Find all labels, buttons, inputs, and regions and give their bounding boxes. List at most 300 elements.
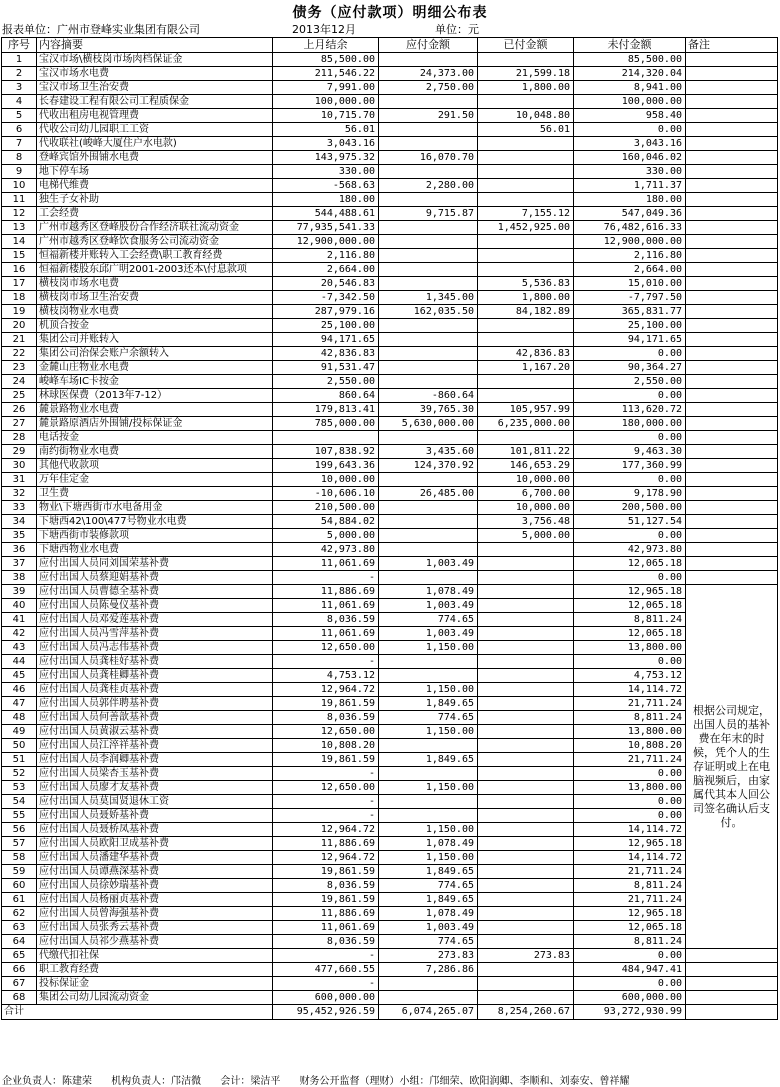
- row-payable: [379, 431, 478, 445]
- table-row: [2, 487, 778, 501]
- row-desc: 应付出国人员龚桂卿基补费: [37, 669, 273, 683]
- row-desc: 代收公司幼儿园职工工资: [37, 123, 273, 137]
- row-remark: [686, 249, 778, 263]
- row-payable: 124,370.92: [379, 459, 478, 473]
- row-payable: 774.65: [379, 711, 478, 725]
- row-paid: [478, 697, 574, 711]
- row-prev: 179,813.41: [273, 403, 379, 417]
- table-row: [2, 837, 778, 851]
- row-payable: -860.64: [379, 389, 478, 403]
- row-unpaid: 76,482,616.33: [574, 221, 686, 235]
- row-desc: 应付出国人员欧阳卫成基补费: [37, 837, 273, 851]
- row-paid: [478, 375, 574, 389]
- row-remark: [686, 347, 778, 361]
- row-remark: [686, 949, 778, 963]
- row-payable: [379, 543, 478, 557]
- table-row: [2, 907, 778, 921]
- row-paid: [478, 851, 574, 865]
- row-desc: 万年佳定金: [37, 473, 273, 487]
- row-payable: [379, 347, 478, 361]
- row-payable: [379, 375, 478, 389]
- row-desc: 工会经费: [37, 207, 273, 221]
- row-desc: 长春建设工程有限公司工程质保金: [37, 95, 273, 109]
- row-desc: 应付出国人员陈曼仪基补费: [37, 599, 273, 613]
- row-unpaid: 0.00: [574, 529, 686, 543]
- row-unpaid: 12,965.18: [574, 585, 686, 599]
- header-remark: 备注: [686, 38, 778, 53]
- row-payable: 39,765.30: [379, 403, 478, 417]
- row-prev: 12,964.72: [273, 851, 379, 865]
- row-payable: 2,750.00: [379, 81, 478, 95]
- row-paid: 21,599.18: [478, 67, 574, 81]
- row-unpaid: 160,046.02: [574, 151, 686, 165]
- table-row: [2, 361, 778, 375]
- row-no: 47: [2, 697, 37, 711]
- row-unpaid: 0.00: [574, 431, 686, 445]
- row-no: 15: [2, 249, 37, 263]
- row-payable: [379, 249, 478, 263]
- row-desc: 集团公司治保会账户余额转入: [37, 347, 273, 361]
- row-prev: 785,000.00: [273, 417, 379, 431]
- row-paid: [478, 235, 574, 249]
- row-remark: [686, 53, 778, 67]
- table-row: [2, 459, 778, 473]
- row-desc: 金麓山庄物业水电费: [37, 361, 273, 375]
- row-prev: 11,061.69: [273, 599, 379, 613]
- row-prev: 2,116.80: [273, 249, 379, 263]
- table-row: [2, 403, 778, 417]
- signature-footer: [2, 1072, 644, 1087]
- row-no: 48: [2, 711, 37, 725]
- row-prev: 42,836.83: [273, 347, 379, 361]
- row-payable: 162,035.50: [379, 305, 478, 319]
- row-no: 12: [2, 207, 37, 221]
- table-row: [2, 193, 778, 207]
- remark-note: 根据公司规定，出国人员的基补费在年末的时候，凭个人的生存证明或上在电脑视频后，由家属代其本人回公司签名确认后支付。: [686, 585, 778, 949]
- table-row: [2, 235, 778, 249]
- row-no: 25: [2, 389, 37, 403]
- row-desc: 应付出国人员杨丽贞基补费: [37, 893, 273, 907]
- row-prev: 12,964.72: [273, 823, 379, 837]
- row-remark: [686, 445, 778, 459]
- row-unpaid: 0.00: [574, 389, 686, 403]
- row-no: 62: [2, 907, 37, 921]
- row-desc: 应付出国人员莫国贤退休工资: [37, 795, 273, 809]
- row-payable: 24,373.00: [379, 67, 478, 81]
- table-row: [2, 739, 778, 753]
- row-paid: [478, 711, 574, 725]
- row-no: 68: [2, 991, 37, 1005]
- row-prev: 3,043.16: [273, 137, 379, 151]
- row-no: 16: [2, 263, 37, 277]
- row-payable: [379, 123, 478, 137]
- row-desc: 应付出国人员李润卿基补费: [37, 753, 273, 767]
- row-paid: 146,653.29: [478, 459, 574, 473]
- table-row: [2, 95, 778, 109]
- row-unpaid: 0.00: [574, 795, 686, 809]
- row-desc: 代缴代扣社保: [37, 949, 273, 963]
- row-paid: [478, 781, 574, 795]
- table-row: [2, 851, 778, 865]
- table-row: [2, 571, 778, 585]
- row-remark: [686, 417, 778, 431]
- row-paid: [478, 627, 574, 641]
- table-row: [2, 109, 778, 123]
- table-row: [2, 543, 778, 557]
- table-row: [2, 753, 778, 767]
- row-paid: 10,000.00: [478, 501, 574, 515]
- row-unpaid: 2,664.00: [574, 263, 686, 277]
- row-remark: [686, 67, 778, 81]
- table-row: [2, 865, 778, 879]
- row-desc: 电话按金: [37, 431, 273, 445]
- report-period: 2013年12月: [292, 23, 356, 36]
- row-no: 23: [2, 361, 37, 375]
- row-no: 44: [2, 655, 37, 669]
- row-paid: 273.83: [478, 949, 574, 963]
- row-paid: [478, 599, 574, 613]
- row-paid: [478, 543, 574, 557]
- row-remark: [686, 977, 778, 991]
- row-desc: 应付出国人员潘建华基补费: [37, 851, 273, 865]
- row-desc: 应付出国人员冯志伟基补费: [37, 641, 273, 655]
- row-no: 26: [2, 403, 37, 417]
- row-remark: [686, 123, 778, 137]
- row-no: 2: [2, 67, 37, 81]
- row-payable: [379, 263, 478, 277]
- table-row: [2, 67, 778, 81]
- row-no: 24: [2, 375, 37, 389]
- row-payable: [379, 529, 478, 543]
- table-row: [2, 977, 778, 991]
- table-row: [2, 165, 778, 179]
- table-row: [2, 417, 778, 431]
- table-row: [2, 347, 778, 361]
- row-prev: 180.00: [273, 193, 379, 207]
- row-payable: 26,485.00: [379, 487, 478, 501]
- row-desc: 独生子女补助: [37, 193, 273, 207]
- row-unpaid: 180.00: [574, 193, 686, 207]
- row-prev: 10,808.20: [273, 739, 379, 753]
- table-row: [2, 333, 778, 347]
- row-prev: -568.63: [273, 179, 379, 193]
- row-no: 49: [2, 725, 37, 739]
- row-prev: 94,171.65: [273, 333, 379, 347]
- row-prev: 210,500.00: [273, 501, 379, 515]
- row-desc: 应付出国人员郭伴聘基补费: [37, 697, 273, 711]
- row-payable: [379, 221, 478, 235]
- institution-leader: 机构负责人：邝洁微: [111, 1076, 202, 1087]
- row-no: 6: [2, 123, 37, 137]
- table-row: [2, 613, 778, 627]
- header-payable: 应付金额: [379, 38, 478, 53]
- row-payable: 774.65: [379, 879, 478, 893]
- row-prev: 10,715.70: [273, 109, 379, 123]
- row-unpaid: 90,364.27: [574, 361, 686, 375]
- row-desc: 集团公司幼儿园流动资金: [37, 991, 273, 1005]
- row-unpaid: 0.00: [574, 347, 686, 361]
- row-payable: [379, 361, 478, 375]
- row-unpaid: 0.00: [574, 767, 686, 781]
- row-desc: 宝汉市场\横枝岗市场肉档保证金: [37, 53, 273, 67]
- header-paid: 已付金额: [478, 38, 574, 53]
- row-no: 39: [2, 585, 37, 599]
- row-no: 3: [2, 81, 37, 95]
- row-unpaid: 25,100.00: [574, 319, 686, 333]
- row-paid: [478, 823, 574, 837]
- table-row: [2, 963, 778, 977]
- row-unpaid: 365,831.77: [574, 305, 686, 319]
- row-remark: [686, 137, 778, 151]
- row-paid: [478, 137, 574, 151]
- row-unpaid: 100,000.00: [574, 95, 686, 109]
- row-paid: [478, 669, 574, 683]
- row-paid: [478, 683, 574, 697]
- table-row: [2, 991, 778, 1005]
- currency-unit: 单位：元: [435, 23, 479, 36]
- row-prev: 56.01: [273, 123, 379, 137]
- row-remark: [686, 571, 778, 585]
- table-row: [2, 641, 778, 655]
- row-prev: 19,861.59: [273, 893, 379, 907]
- row-no: 43: [2, 641, 37, 655]
- table-row: [2, 305, 778, 319]
- table-row: [2, 389, 778, 403]
- table-row: [2, 221, 778, 235]
- row-desc: 恒福新楼股东邱广明2001-2003还本\付息款项: [37, 263, 273, 277]
- header-no: 序号: [2, 38, 37, 53]
- header-row: [2, 38, 778, 53]
- row-payable: [379, 655, 478, 669]
- row-paid: [478, 431, 574, 445]
- row-paid: [478, 809, 574, 823]
- row-payable: 1,078.49: [379, 585, 478, 599]
- row-payable: 1,150.00: [379, 851, 478, 865]
- row-unpaid: 12,965.18: [574, 837, 686, 851]
- table-row: [2, 291, 778, 305]
- row-payable: 1,078.49: [379, 907, 478, 921]
- table-row: [2, 137, 778, 151]
- row-no: 32: [2, 487, 37, 501]
- row-paid: 6,700.00: [478, 487, 574, 501]
- row-desc: 恒福新楼并账转入工会经费\职工教育经费: [37, 249, 273, 263]
- table-row: [2, 935, 778, 949]
- row-remark: [686, 193, 778, 207]
- row-payable: 1,150.00: [379, 725, 478, 739]
- row-no: 46: [2, 683, 37, 697]
- table-row: [2, 123, 778, 137]
- row-paid: 105,957.99: [478, 403, 574, 417]
- row-no: 53: [2, 781, 37, 795]
- row-no: 40: [2, 599, 37, 613]
- row-payable: 1,150.00: [379, 683, 478, 697]
- row-paid: [478, 977, 574, 991]
- row-payable: 1,849.65: [379, 893, 478, 907]
- row-paid: [478, 557, 574, 571]
- row-remark: [686, 305, 778, 319]
- row-paid: 42,836.83: [478, 347, 574, 361]
- row-paid: [478, 921, 574, 935]
- row-remark: [686, 277, 778, 291]
- row-payable: [379, 165, 478, 179]
- row-paid: [478, 389, 574, 403]
- row-no: 13: [2, 221, 37, 235]
- row-desc: 下塘西街市装修款项: [37, 529, 273, 543]
- row-remark: [686, 179, 778, 193]
- row-prev: 7,991.00: [273, 81, 379, 95]
- row-paid: 84,182.89: [478, 305, 574, 319]
- table-row: [2, 473, 778, 487]
- row-prev: [273, 431, 379, 445]
- row-remark: [686, 501, 778, 515]
- row-prev: 477,660.55: [273, 963, 379, 977]
- row-unpaid: 13,800.00: [574, 641, 686, 655]
- row-desc: 横枝岗市场卫生治安费: [37, 291, 273, 305]
- row-unpaid: 0.00: [574, 809, 686, 823]
- row-paid: [478, 655, 574, 669]
- row-unpaid: 8,811.24: [574, 613, 686, 627]
- row-remark: [686, 235, 778, 249]
- row-unpaid: 8,941.00: [574, 81, 686, 95]
- row-prev: 19,861.59: [273, 753, 379, 767]
- row-desc: 应付出国人员同刘国荣基补费: [37, 557, 273, 571]
- row-prev: 12,900,000.00: [273, 235, 379, 249]
- table-row: [2, 893, 778, 907]
- row-payable: [379, 809, 478, 823]
- row-no: 29: [2, 445, 37, 459]
- table-row: [2, 697, 778, 711]
- row-unpaid: 12,065.18: [574, 557, 686, 571]
- row-desc: 应付出国人员江淬祥基补费: [37, 739, 273, 753]
- table-row: [2, 53, 778, 67]
- row-payable: [379, 795, 478, 809]
- row-remark: [686, 431, 778, 445]
- row-paid: 56.01: [478, 123, 574, 137]
- row-payable: [379, 193, 478, 207]
- table-row: [2, 277, 778, 291]
- row-desc: 应付出国人员黄淑云基补费: [37, 725, 273, 739]
- row-no: 28: [2, 431, 37, 445]
- row-desc: 应付出国人员聂娇基补费: [37, 809, 273, 823]
- table-row: [2, 529, 778, 543]
- row-unpaid: 600,000.00: [574, 991, 686, 1005]
- row-unpaid: 547,049.36: [574, 207, 686, 221]
- row-remark: [686, 389, 778, 403]
- row-no: 57: [2, 837, 37, 851]
- row-payable: [379, 501, 478, 515]
- row-unpaid: 13,800.00: [574, 781, 686, 795]
- row-unpaid: 94,171.65: [574, 333, 686, 347]
- row-no: 22: [2, 347, 37, 361]
- row-paid: 6,235,000.00: [478, 417, 574, 431]
- row-no: 66: [2, 963, 37, 977]
- row-desc: 广州市越秀区登峰饮食服务公司流动资金: [37, 235, 273, 249]
- row-paid: [478, 893, 574, 907]
- row-desc: 应付出国人员张秀云基补费: [37, 921, 273, 935]
- row-remark: [686, 375, 778, 389]
- row-no: 64: [2, 935, 37, 949]
- row-paid: 1,800.00: [478, 291, 574, 305]
- row-unpaid: 12,965.18: [574, 907, 686, 921]
- row-unpaid: 2,550.00: [574, 375, 686, 389]
- row-paid: [478, 907, 574, 921]
- row-remark: [686, 165, 778, 179]
- row-paid: 1,167.20: [478, 361, 574, 375]
- table-row: [2, 921, 778, 935]
- row-prev: 860.64: [273, 389, 379, 403]
- row-desc: 地下停车场: [37, 165, 273, 179]
- table-row: [2, 669, 778, 683]
- total-payable: 6,074,265.07: [379, 1005, 478, 1020]
- row-remark: [686, 487, 778, 501]
- table-row: [2, 767, 778, 781]
- row-prev: 8,036.59: [273, 711, 379, 725]
- row-no: 27: [2, 417, 37, 431]
- row-unpaid: 4,753.12: [574, 669, 686, 683]
- row-payable: 1,150.00: [379, 641, 478, 655]
- row-unpaid: 2,116.80: [574, 249, 686, 263]
- row-unpaid: 8,811.24: [574, 935, 686, 949]
- row-payable: [379, 319, 478, 333]
- row-prev: 2,550.00: [273, 375, 379, 389]
- row-payable: 1,003.49: [379, 599, 478, 613]
- row-prev: 2,664.00: [273, 263, 379, 277]
- row-prev: -10,606.10: [273, 487, 379, 501]
- row-remark: [686, 459, 778, 473]
- row-prev: 199,643.36: [273, 459, 379, 473]
- row-desc: 应付出国人员何善歆基补费: [37, 711, 273, 725]
- row-no: 7: [2, 137, 37, 151]
- row-paid: 1,800.00: [478, 81, 574, 95]
- row-no: 35: [2, 529, 37, 543]
- row-prev: 11,886.69: [273, 585, 379, 599]
- row-no: 37: [2, 557, 37, 571]
- row-desc: 应付出国人员冯雪萍基补费: [37, 627, 273, 641]
- row-paid: 1,452,925.00: [478, 221, 574, 235]
- row-payable: [379, 95, 478, 109]
- row-unpaid: 0.00: [574, 949, 686, 963]
- row-prev: -7,342.50: [273, 291, 379, 305]
- row-remark: [686, 221, 778, 235]
- row-prev: 107,838.92: [273, 445, 379, 459]
- row-paid: [478, 935, 574, 949]
- row-remark: [686, 473, 778, 487]
- row-unpaid: 0.00: [574, 977, 686, 991]
- total-row: [2, 1005, 778, 1020]
- debt-table: [1, 37, 778, 1020]
- row-unpaid: 12,900,000.00: [574, 235, 686, 249]
- row-paid: 5,536.83: [478, 277, 574, 291]
- row-prev: 25,100.00: [273, 319, 379, 333]
- row-payable: [379, 235, 478, 249]
- row-paid: 3,756.48: [478, 515, 574, 529]
- table-row: [2, 599, 778, 613]
- row-desc: 集团公司并账转入: [37, 333, 273, 347]
- row-paid: [478, 95, 574, 109]
- row-prev: -: [273, 795, 379, 809]
- row-payable: [379, 333, 478, 347]
- row-no: 33: [2, 501, 37, 515]
- row-unpaid: 177,360.99: [574, 459, 686, 473]
- row-desc: 应付出国人员龚桂好基补费: [37, 655, 273, 669]
- row-no: 36: [2, 543, 37, 557]
- row-remark: [686, 109, 778, 123]
- row-no: 60: [2, 879, 37, 893]
- row-payable: 1,150.00: [379, 823, 478, 837]
- table-row: [2, 585, 778, 599]
- table-row: [2, 655, 778, 669]
- row-payable: [379, 977, 478, 991]
